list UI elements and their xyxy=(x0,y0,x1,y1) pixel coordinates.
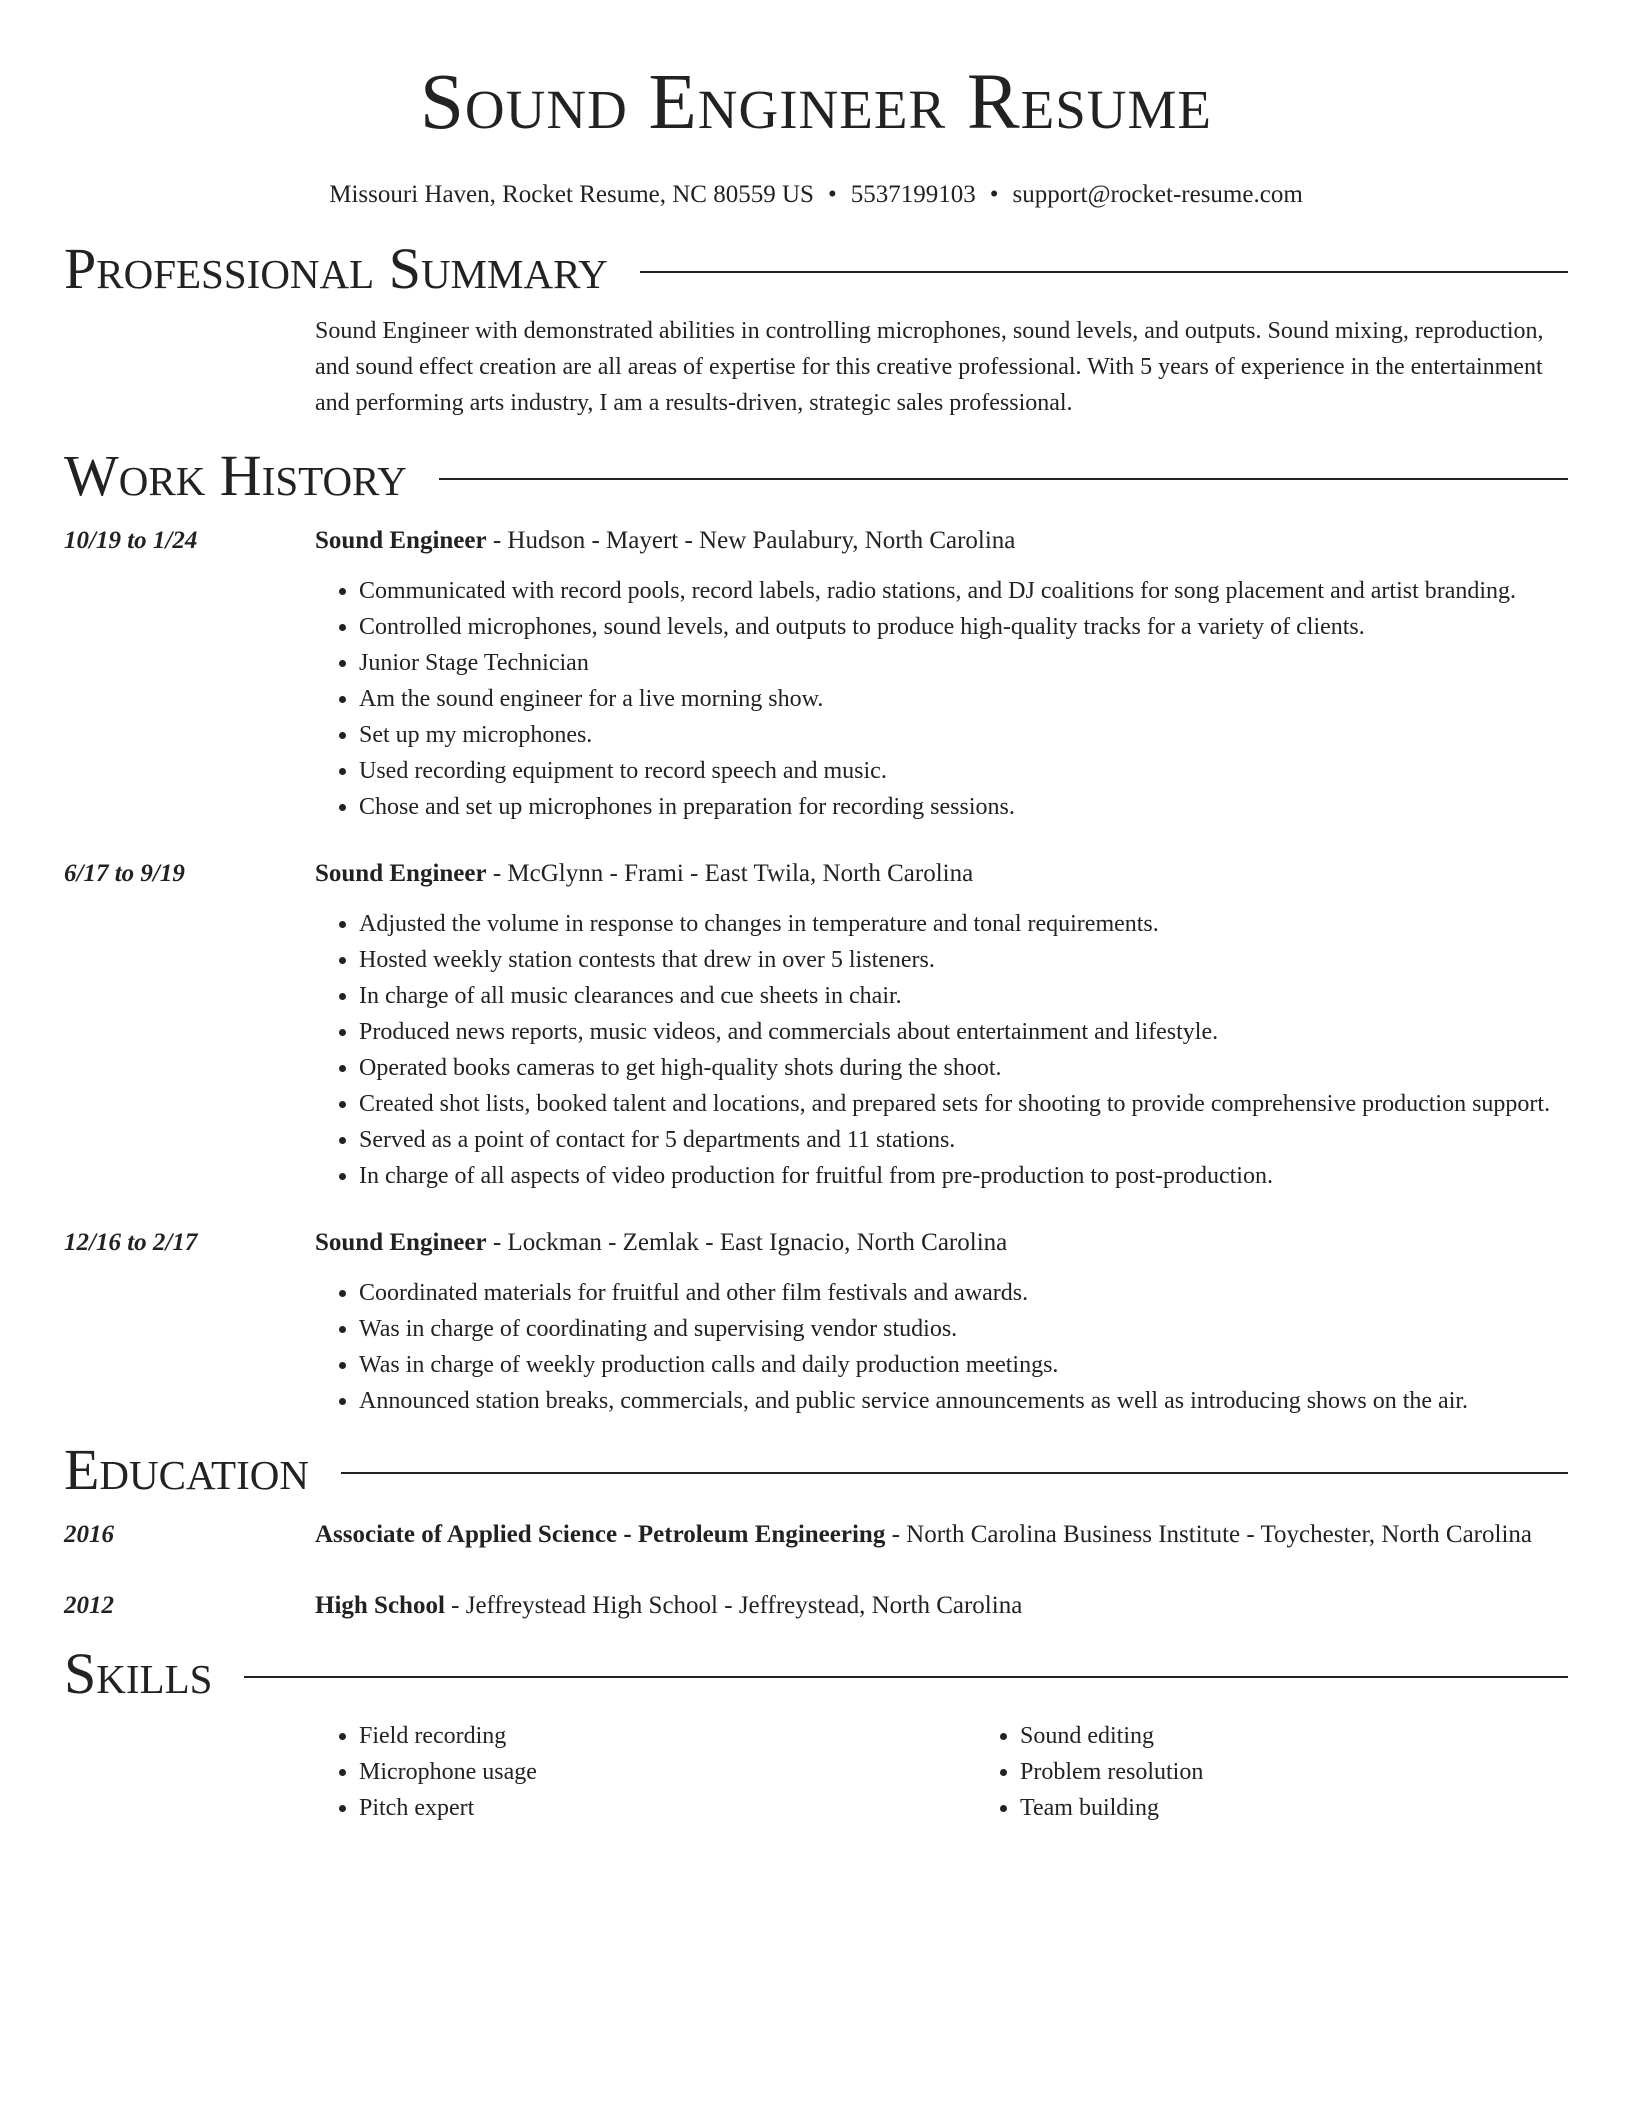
education-year: 2012 xyxy=(64,1592,114,1619)
job-employer: - McGlynn - Frami - East Twila, North Carolina xyxy=(486,860,974,887)
job-bullets xyxy=(315,906,1568,1194)
contact-address: Missouri Haven, Rocket Resume, NC 80559 US xyxy=(329,181,814,208)
job-body xyxy=(315,522,1568,825)
education-entry xyxy=(64,1587,1568,1624)
contact-line xyxy=(64,181,1568,209)
job-bullet: • Was in charge of coordinating and supervising vendor studios. xyxy=(359,1311,1568,1347)
job-bullet: • Chose and set up microphones in preparation for recording sessions. xyxy=(359,789,1568,825)
section-divider xyxy=(244,1676,1568,1678)
job-role: Sound Engineer xyxy=(315,1229,487,1256)
job-bullet: • Adjusted the volume in response to changes in temperature and tonal requirements. xyxy=(359,906,1568,942)
contact-phone: 5537199103 xyxy=(850,181,976,208)
job-bullet: • Am the sound engineer for a live morning show. xyxy=(359,681,1568,717)
job-bullet: • In charge of all music clearances and cue sheets in chair. xyxy=(359,978,1568,1014)
job-bullet: • Was in charge of weekly production calls and daily production meetings. xyxy=(359,1347,1568,1383)
contact-separator: • xyxy=(827,181,837,208)
job-dates: 6/17 to 9/19 xyxy=(64,860,185,887)
job-bullet: • Used recording equipment to record speech and music. xyxy=(359,753,1568,789)
skill-item: • Problem resolution xyxy=(1020,1754,1632,1790)
job-bullet: • Produced news reports, music videos, and commercials about entertainment and lifestyle. xyxy=(359,1014,1568,1050)
section-divider xyxy=(439,478,1568,480)
job-bullet: • Operated books cameras to get high-quality shots during the shoot. xyxy=(359,1050,1568,1086)
resume-name: Sound Engineer Resume xyxy=(419,59,1212,146)
job-dates: 12/16 to 2/17 xyxy=(64,1229,198,1256)
job-heading xyxy=(315,855,1568,892)
section-divider xyxy=(341,1472,1568,1474)
skills-spacer xyxy=(64,1718,315,1826)
skill-item: • Team building xyxy=(1020,1790,1632,1826)
summary-spacer xyxy=(64,313,315,421)
job-bullet: • Created shot lists, booked talent and locations, and prepared sets for shooting to provide comprehensive production support. xyxy=(359,1086,1568,1122)
education-school: - Jeffreystead High School - Jeffreystead, North Carolina xyxy=(444,1592,1023,1619)
education-degree: Associate of Applied Science - Petroleum Engineering xyxy=(315,1521,886,1548)
skill-item: • Sound editing xyxy=(1020,1718,1632,1754)
job-list xyxy=(64,522,1568,1419)
job-bullet: • Hosted weekly station contests that drew in over 5 listeners. xyxy=(359,942,1568,978)
job-bullet: • Coordinated materials for fruitful and other film festivals and awards. xyxy=(359,1275,1568,1311)
work-section-header xyxy=(64,443,1568,508)
job-bullet: • Controlled microphones, sound levels, and outputs to produce high-quality tracks for a variety of clients. xyxy=(359,609,1568,645)
skills-list-left xyxy=(315,1718,976,1826)
job-heading xyxy=(315,1224,1568,1261)
job-body xyxy=(315,1224,1568,1419)
job-entry xyxy=(64,1224,1568,1419)
job-entry xyxy=(64,522,1568,825)
skill-item: • Field recording xyxy=(359,1718,976,1754)
skills-list-right xyxy=(976,1718,1632,1826)
education-body xyxy=(315,1516,1568,1553)
education-school: - North Carolina Business Institute - Toychester, North Carolina xyxy=(885,1521,1532,1548)
skills-grid xyxy=(315,1718,1632,1826)
job-employer: - Hudson - Mayert - New Paulabury, North Carolina xyxy=(486,527,1016,554)
job-bullet: • Junior Stage Technician xyxy=(359,645,1568,681)
education-year: 2016 xyxy=(64,1521,114,1548)
skill-item: • Microphone usage xyxy=(359,1754,976,1790)
summary-section-title: Professional Summary xyxy=(64,236,608,301)
section-divider xyxy=(640,271,1568,273)
job-bullets xyxy=(315,1275,1568,1419)
job-bullet: • In charge of all aspects of video production for fruitful from pre-production to post-production. xyxy=(359,1158,1568,1194)
skill-item: • Pitch expert xyxy=(359,1790,976,1826)
job-bullet: • Set up my microphones. xyxy=(359,717,1568,753)
job-heading xyxy=(315,522,1568,559)
contact-separator: • xyxy=(989,181,999,208)
job-role: Sound Engineer xyxy=(315,860,487,887)
job-entry xyxy=(64,855,1568,1194)
job-bullet: • Served as a point of contact for 5 departments and 11 stations. xyxy=(359,1122,1568,1158)
education-degree: High School xyxy=(315,1592,445,1619)
contact-email: support@rocket-resume.com xyxy=(1012,181,1303,208)
skills-section-header xyxy=(64,1641,1568,1706)
education-list xyxy=(64,1516,1568,1624)
summary-row xyxy=(64,313,1568,421)
job-bullet: • Announced station breaks, commercials, and public service announcements as well as introducing shows on the air. xyxy=(359,1383,1568,1419)
job-role: Sound Engineer xyxy=(315,527,487,554)
job-body xyxy=(315,855,1568,1194)
job-bullets xyxy=(315,573,1568,825)
education-section-title: Education xyxy=(64,1437,309,1502)
skills-row xyxy=(64,1718,1568,1826)
education-entry xyxy=(64,1516,1568,1553)
summary-section-header xyxy=(64,236,1568,301)
summary-text: Sound Engineer with demonstrated abilities in controlling microphones, sound levels, and outputs. Sound mixing, reproduction, and sound effect creation are all areas of expertise for this creative professional. With 5 years of experience in the entertainment and performing arts industry, I am a results-driven, strategic sales professional. xyxy=(315,318,1544,416)
education-body xyxy=(315,1587,1568,1624)
job-dates: 10/19 to 1/24 xyxy=(64,527,198,554)
job-bullet: • Communicated with record pools, record labels, radio stations, and DJ coalitions for song placement and artist branding. xyxy=(359,573,1568,609)
job-employer: - Lockman - Zemlak - East Ignacio, North Carolina xyxy=(486,1229,1008,1256)
work-section-title: Work History xyxy=(64,443,407,508)
education-section-header xyxy=(64,1437,1568,1502)
skills-section-title: Skills xyxy=(64,1641,213,1706)
